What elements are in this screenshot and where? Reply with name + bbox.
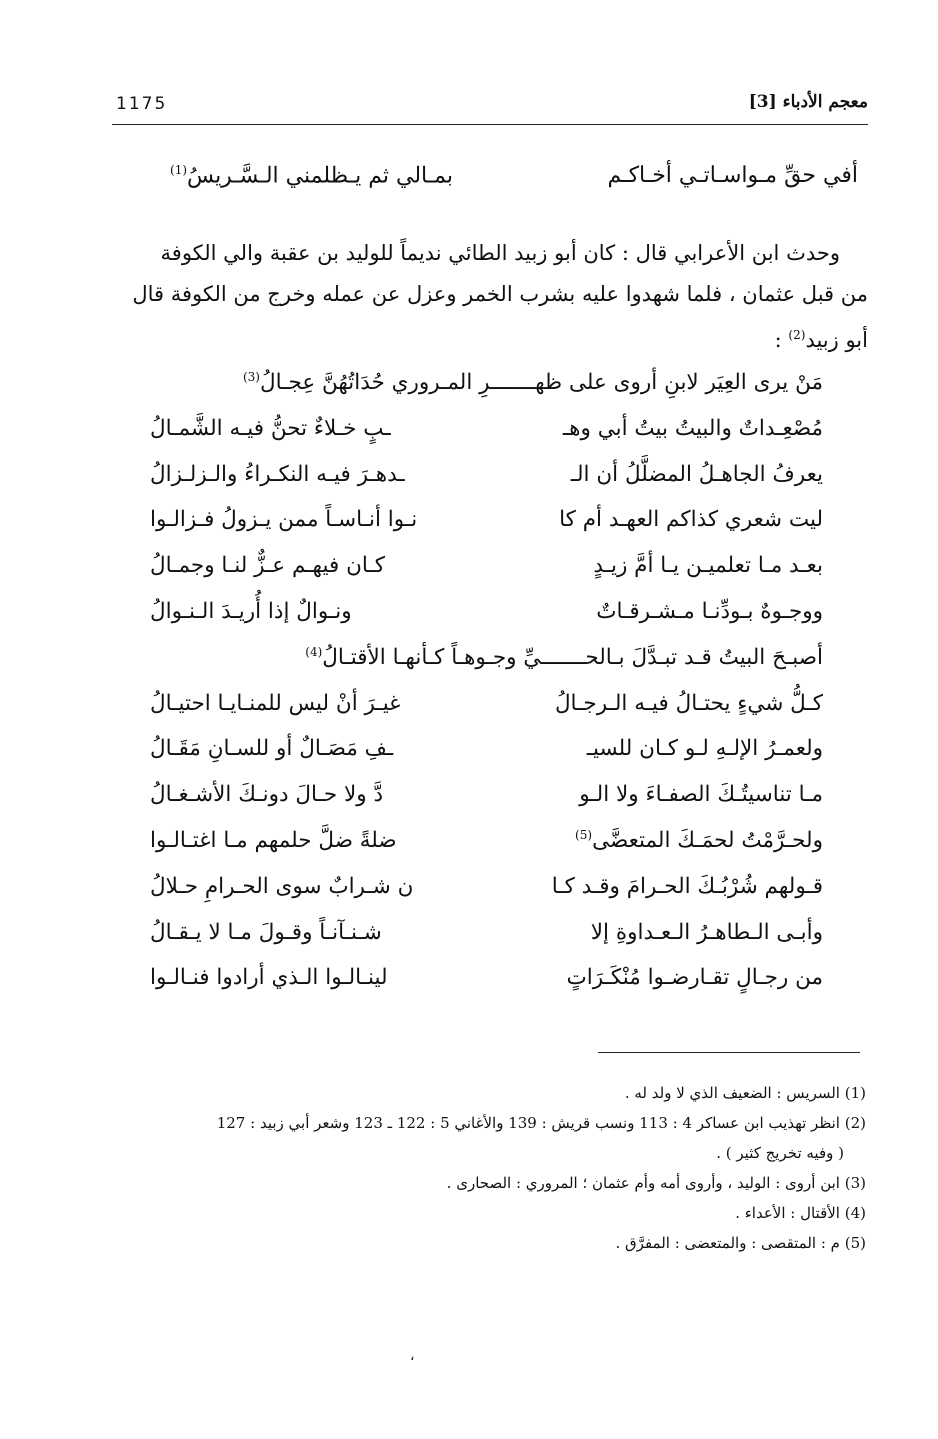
footnote-divider: [598, 1052, 860, 1053]
verse-second-hemistich: ونـوالٌ إذا أُريـدَ الـنـوالُ: [150, 598, 352, 624]
verse-first-hemistich: وأبـى الـطاهـرُ الـعـداوةِ إلا: [590, 919, 823, 945]
verse-second-hemistich: ـبٍ خـلاءٌ تحنُّ فيـه الشَّمـالُ: [150, 415, 391, 441]
footnote-marker: (3): [242, 370, 260, 384]
page-header: [112, 92, 868, 125]
verse-second-hemistich: شـنـآنـاً وقـولَ مـا لا يـقـالُ: [150, 919, 382, 945]
footnote: (1) السريس : الضعيف الذي لا ولد له .: [624, 1084, 866, 1102]
verse-first-hemistich: يعرفُ الجاهـلُ المضلَّلُ أن الـ: [570, 461, 823, 487]
page-number: 1175: [116, 94, 168, 114]
footnote: (5) م : المتقصى : والمتعضى : المفرَّق .: [615, 1234, 866, 1252]
poem-verse: [140, 412, 823, 458]
poem-verse: [140, 687, 823, 733]
poem-verse: مَنْ يرى العِيَر لابنِ أروى على ظهـــــــرِ المـروري حُدَاتُهُنَّ عِجـالُ$^{(3)}$: [242, 370, 823, 396]
poem-verse: [140, 961, 823, 1007]
verse-second-hemistich: نـوا أنـاسـاً ممن يـزولُ فـزالـوا: [150, 507, 418, 533]
verse-second-hemistich: ـدهـرَ فيـه النكـراءُ والـزلـزالُ: [150, 461, 405, 487]
footnote-marker: (4): [305, 644, 323, 659]
poem-verse: [140, 870, 823, 916]
prose-paragraph: [82, 233, 868, 361]
poem-verse: [140, 732, 823, 778]
footnote: (2) انظر تهذيب ابن عساكر 4 : 113 ونسب قريش : 139 والأغاني 5 : 122 ـ 123 وشعر أبي زبيد : 127: [216, 1114, 866, 1132]
footnote-marker: (2): [788, 328, 806, 342]
verse-first-hemistich: أفي حقِّ مـواسـاتـي أخـاكـم: [607, 163, 858, 188]
poem-verse: [140, 458, 823, 504]
verse-second-hemistich: ـفِ مَصَـالٌ أو للسـانِ مَقَـالُ: [150, 736, 394, 762]
verse-first-hemistich: مُصْعِـداتٌ والبيتُ بيتُ أبي وهـ: [562, 415, 823, 441]
verse-second-hemistich: دَّ ولا حـالَ دونـكَ الأشـغـالُ: [150, 782, 384, 808]
verse-second-hemistich: ن شـرابٌ سوى الحـرامِ حـلالُ: [150, 873, 414, 899]
verse-first-hemistich: بعـد مـا تعلميـن يـا أمَّ زيـدٍ: [593, 553, 823, 579]
verse-second-hemistich: ضلةً ضلَّ حلمهم مـا اغتـالـوا: [150, 827, 397, 853]
prose-line: من قبل عثمان ، فلما شهدوا عليه بشرب الخمر وعزل عن عمله وخرج من الكوفة قال: [132, 282, 868, 306]
verse-first-hemistich: ولحـرَّمْتُ لحمَـكَ المتعضَّى: [592, 828, 823, 854]
poem-verse: [140, 778, 823, 824]
footnote: (3) ابن أروى : الوليد ، وأروى أمه وأم عثمان ؛ المروري : الصحارى .: [446, 1174, 866, 1192]
verse-first-hemistich: ولعمـرُ الإلـهِ لـو كـان للسيـ: [586, 736, 823, 762]
verse-second-hemistich: كـان فيهـم عـزٌّ لنـا وجمـالُ: [150, 553, 385, 579]
footnote: (4) الأقتال : الأعداء .: [735, 1204, 866, 1222]
opening-verse: [110, 163, 868, 201]
verse-first-hemistich: ووجـوهٌ بـودِّنـا مـشـرقـاتٌ: [596, 598, 823, 624]
verse-second-hemistich: بمـالي ثم يـظلمني الـسَّـريسُ: [187, 163, 454, 189]
verse-first-hemistich: ليت شعري كذاكم العهـد أم كا: [559, 507, 823, 533]
poem-verse: أصبـحَ البيتُ قـد تبـدَّلَ بـالحـــــــيِّ وجـوهـاً كـأنهـا الأقتـالُ$^{(4)}$: [305, 644, 823, 670]
prose-line: وحدث ابن الأعرابي قال : كان أبو زبيد الطائي نديماً للوليد بن عقبة والي الكوفة: [160, 241, 840, 265]
footnotes: [108, 1078, 866, 1258]
prose-line: أبو زبيد$^{(2)}$ :: [774, 328, 868, 352]
poem-verse: [140, 916, 823, 962]
verse-first-hemistich: كـلُّ شيءٍ يحتـالُ فيـه الـرجـالُ: [554, 690, 823, 716]
verse-second-hemistich: غيـرَ أنْ ليس للمنـايـا احتيـالُ: [150, 690, 401, 716]
poem-verse: [140, 824, 823, 870]
verse-second-hemistich: لينـالـوا الـذي أرادوا فنـالـوا: [150, 965, 388, 991]
verse-first-hemistich: مـا تناسيتُـكَ الصفـاءَ ولا الـو: [579, 782, 823, 808]
footnote-marker: (5): [575, 827, 593, 842]
footnote-marker: (1): [170, 163, 188, 177]
poem-verse: [140, 595, 823, 641]
poem: [140, 366, 823, 1007]
footnote-continuation: ( وفيه تخريج كثير ) .: [716, 1144, 844, 1162]
book-title: معجم الأدباء [3]: [748, 92, 868, 112]
poem-verse: [140, 549, 823, 595]
verse-first-hemistich: من رجـالٍ تقـارضـوا مُنْكَـرَاتٍ: [566, 965, 823, 991]
poem-verse: [140, 503, 823, 549]
verse-first-hemistich: قـولهم شُرْبُـكَ الحـرامَ وقـد كـا: [551, 873, 823, 899]
bottom-mark: ،: [410, 1348, 415, 1364]
